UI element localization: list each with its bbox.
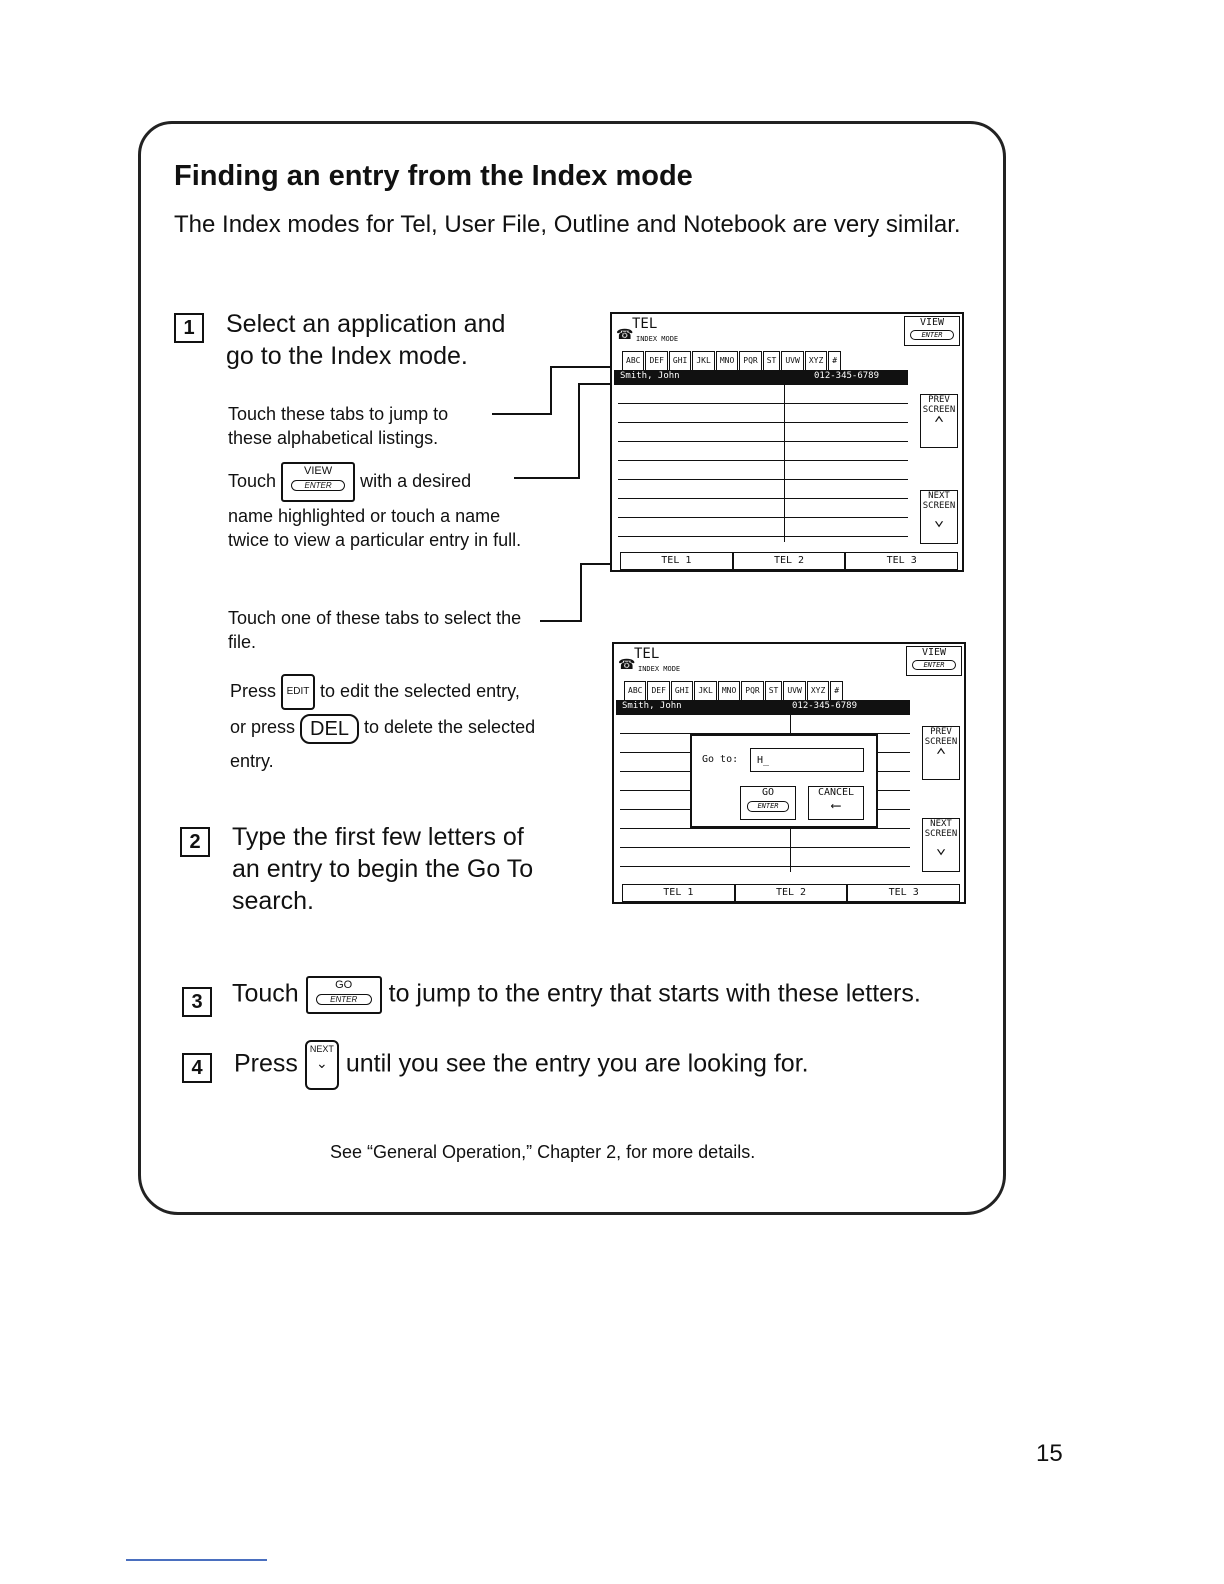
- tab-def[interactable]: DEF: [647, 681, 669, 700]
- view-note-pre: Touch: [228, 470, 277, 491]
- view-note-cont: name highlighted or touch a name twice to view a particular entry in full.: [228, 506, 522, 550]
- edit-note: [230, 674, 540, 778]
- step-1-number: 1: [174, 313, 204, 343]
- step-3-text: [232, 976, 992, 1014]
- view-button[interactable]: [906, 646, 962, 676]
- step-4-pre: Press: [234, 1049, 298, 1078]
- tab-pqr[interactable]: PQR: [739, 351, 761, 370]
- tab-jkl[interactable]: JKL: [692, 351, 714, 370]
- down-arrow-icon: ⌄: [935, 837, 947, 858]
- screen-app-title: TEL: [632, 316, 658, 332]
- step-4-text: [234, 1040, 954, 1090]
- view-note: [228, 462, 528, 502]
- alpha-tabs: [624, 681, 844, 700]
- edit-note-pre: Press: [230, 681, 277, 701]
- tab-ghi[interactable]: GHI: [669, 351, 691, 370]
- screen-app-title: TEL: [634, 646, 660, 662]
- page-number: 15: [1036, 1440, 1063, 1467]
- list-item[interactable]: [618, 461, 908, 480]
- tab-tel-3[interactable]: TEL 3: [845, 552, 958, 570]
- goto-label: Go to:: [702, 754, 739, 765]
- file-note: Touch one of these tabs to select the file.: [228, 608, 522, 652]
- tab-hash[interactable]: #: [828, 351, 841, 370]
- up-arrow-icon: ⌃: [933, 413, 945, 434]
- edit-key-icon: EDIT: [281, 674, 315, 710]
- tab-mno[interactable]: MNO: [716, 351, 738, 370]
- next-label: NEXT SCREEN: [922, 491, 956, 511]
- list-item[interactable]: [618, 480, 908, 499]
- list-item[interactable]: [620, 715, 910, 734]
- tab-pqr[interactable]: PQR: [741, 681, 763, 700]
- intro-text: The Index modes for Tel, User File, Outline and Notebook are very similar.: [174, 211, 961, 238]
- tab-tel-3[interactable]: TEL 3: [847, 884, 960, 902]
- footer-note: See “General Operation,” Chapter 2, for more details.: [330, 1142, 756, 1162]
- tabs-note: Touch these tabs to jump to these alphabetical listings.: [228, 404, 449, 448]
- down-arrow-icon: ⌄: [933, 509, 945, 530]
- leader-line: [550, 366, 614, 368]
- up-arrow-icon: ⌃: [935, 745, 947, 766]
- file-tabs: [622, 884, 960, 902]
- tab-abc[interactable]: ABC: [622, 351, 644, 370]
- edit-note-post: to delete the selected entry.: [230, 717, 536, 772]
- entry-phone: 012-345-6789: [814, 371, 880, 381]
- prev-screen-button[interactable]: [922, 726, 960, 780]
- view-button-label: VIEW: [921, 647, 947, 658]
- step-3-pre: Touch: [232, 979, 299, 1008]
- leader-line: [578, 383, 614, 385]
- view-button-label: VIEW: [919, 317, 945, 328]
- step-2-number: 2: [180, 827, 210, 857]
- cancel-label: CANCEL: [817, 787, 855, 798]
- tab-tel-1[interactable]: TEL 1: [620, 552, 733, 570]
- tab-uvw[interactable]: UVW: [783, 681, 805, 700]
- prev-label: PREV SCREEN: [924, 727, 958, 747]
- step-3-number: 3: [182, 987, 212, 1017]
- tab-tel-1[interactable]: TEL 1: [622, 884, 735, 902]
- prev-label: PREV SCREEN: [922, 395, 956, 415]
- phone-icon: ☎: [618, 656, 636, 672]
- step-4-post: until you see the entry you are looking for.: [345, 1049, 809, 1078]
- selected-entry-row[interactable]: [616, 700, 910, 715]
- screen-index-mode: [610, 312, 964, 572]
- step-1-text: Select an application and go to the Index mode.: [226, 310, 506, 370]
- next-screen-button[interactable]: [920, 490, 958, 544]
- step-4-number: 4: [182, 1053, 212, 1083]
- file-tabs: [620, 552, 958, 570]
- entry-phone: 012-345-6789: [792, 701, 858, 711]
- next-screen-button[interactable]: [922, 818, 960, 872]
- list-item[interactable]: [620, 829, 910, 848]
- tab-xyz[interactable]: XYZ: [807, 681, 829, 700]
- goto-input[interactable]: H_: [750, 748, 864, 772]
- del-key-icon: DEL: [300, 714, 359, 744]
- tab-ghi[interactable]: GHI: [671, 681, 693, 700]
- alpha-tabs: [622, 351, 842, 370]
- screen-goto: [612, 642, 966, 904]
- leader-line: [580, 563, 614, 565]
- go-button[interactable]: [740, 786, 796, 820]
- step-3-post: to jump to the entry that starts with these letters.: [388, 979, 921, 1008]
- list-item[interactable]: [618, 442, 908, 461]
- go-label: GO: [761, 787, 775, 798]
- tab-tel-2[interactable]: TEL 2: [735, 884, 848, 902]
- tab-jkl[interactable]: JKL: [694, 681, 716, 700]
- list-item[interactable]: [618, 518, 908, 537]
- leader-line: [580, 563, 582, 622]
- tab-hash[interactable]: #: [830, 681, 843, 700]
- step-2-text: Type the first few letters of an entry to begin the Go To search.: [232, 823, 534, 915]
- enter-label: ENTER: [747, 801, 789, 812]
- return-arrow-icon: ⟵: [831, 798, 841, 814]
- entry-name: Smith, John: [620, 371, 680, 381]
- list-item[interactable]: [618, 423, 908, 442]
- tab-mno[interactable]: MNO: [718, 681, 740, 700]
- edit-note-mid: to edit the selected entry, or press: [230, 681, 520, 738]
- go-key-icon: GO ENTER: [306, 976, 382, 1014]
- goto-dialog: [690, 734, 878, 828]
- selected-entry-row[interactable]: [614, 370, 908, 385]
- view-note-post: with a desired: [360, 470, 472, 491]
- enter-label: ENTER: [910, 330, 954, 340]
- enter-label: ENTER: [912, 660, 956, 670]
- tab-tel-2[interactable]: TEL 2: [733, 552, 846, 570]
- leader-line: [492, 413, 552, 415]
- tab-def[interactable]: DEF: [645, 351, 667, 370]
- tab-abc[interactable]: ABC: [624, 681, 646, 700]
- leader-line: [550, 366, 552, 415]
- bottom-rule: [126, 1559, 267, 1561]
- next-label: NEXT SCREEN: [924, 819, 958, 839]
- cancel-button[interactable]: [808, 786, 864, 820]
- screen-mode-label: INDEX MODE: [638, 665, 681, 673]
- list-item[interactable]: [618, 404, 908, 423]
- tab-uvw[interactable]: UVW: [781, 351, 803, 370]
- list-item[interactable]: [618, 499, 908, 518]
- leader-line: [514, 477, 580, 479]
- screen-mode-label: INDEX MODE: [636, 335, 679, 343]
- page-title: Finding an entry from the Index mode: [174, 160, 693, 192]
- list-item[interactable]: [618, 385, 908, 404]
- leader-line: [578, 383, 580, 479]
- tab-st[interactable]: ST: [765, 681, 783, 700]
- view-button[interactable]: [904, 316, 960, 346]
- prev-screen-button[interactable]: [920, 394, 958, 448]
- entry-name: Smith, John: [622, 701, 682, 711]
- entry-list: [618, 385, 908, 537]
- phone-icon: ☎: [616, 326, 634, 342]
- tab-xyz[interactable]: XYZ: [805, 351, 827, 370]
- list-item[interactable]: [620, 848, 910, 867]
- tab-st[interactable]: ST: [763, 351, 781, 370]
- view-key-icon: VIEW ENTER: [281, 462, 355, 502]
- column-divider: [784, 372, 785, 542]
- next-key-icon: NEXT ⌄: [305, 1040, 339, 1090]
- leader-line: [540, 620, 582, 622]
